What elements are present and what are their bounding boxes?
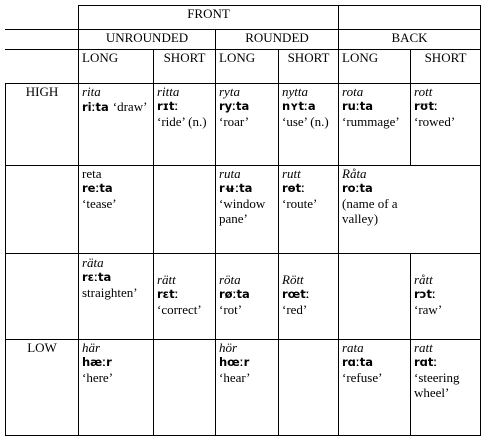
word-transcription: rɵtː bbox=[282, 181, 305, 195]
word-gloss: ‘steering wheel’ bbox=[414, 370, 460, 400]
long-header: LONG bbox=[79, 50, 154, 84]
vowel-cell bbox=[79, 84, 154, 166]
word-orthography: rutt bbox=[282, 166, 301, 181]
vowel-cell bbox=[279, 84, 339, 166]
corner-cell bbox=[6, 6, 79, 30]
vowel-cell bbox=[339, 84, 411, 166]
vowel-cell bbox=[216, 254, 279, 340]
word-gloss: ‘rowed’ bbox=[414, 114, 456, 129]
word-gloss: ‘hear’ bbox=[219, 370, 251, 385]
corner-cell bbox=[6, 30, 79, 50]
word-transcription: rɔtː bbox=[414, 287, 436, 301]
word-transcription: røːta bbox=[219, 287, 250, 301]
word-orthography: ruta bbox=[219, 166, 241, 181]
word-gloss: (name of a valley) bbox=[342, 196, 398, 226]
swedish-vowel-table bbox=[5, 5, 481, 436]
corner-cell bbox=[6, 50, 79, 84]
word-gloss: ‘roar’ bbox=[219, 114, 250, 129]
word-orthography: här bbox=[82, 340, 101, 355]
word-orthography: röta bbox=[219, 272, 241, 287]
row-label-low: LOW bbox=[6, 340, 79, 436]
back-header: BACK bbox=[339, 30, 481, 50]
short-header: SHORT bbox=[279, 50, 339, 84]
word-orthography: rita bbox=[82, 84, 101, 99]
word-orthography: hör bbox=[219, 340, 238, 355]
rounded-header: ROUNDED bbox=[216, 30, 339, 50]
vowel-cell bbox=[216, 166, 279, 254]
row-label-mid-high bbox=[6, 166, 79, 254]
word-orthography: rått bbox=[414, 272, 433, 287]
empty-cell bbox=[279, 340, 339, 436]
word-gloss: ‘refuse’ bbox=[342, 370, 383, 385]
blank-header bbox=[339, 6, 481, 30]
word-orthography: rott bbox=[414, 84, 433, 99]
word-orthography: rätt bbox=[157, 272, 176, 287]
unrounded-header: UNROUNDED bbox=[79, 30, 216, 50]
word-gloss: ‘rummage’ bbox=[342, 114, 400, 129]
word-transcription: roːta bbox=[342, 181, 373, 195]
word-transcription: rœtː bbox=[282, 287, 310, 301]
word-orthography: nytta bbox=[282, 84, 308, 99]
word-transcription: hæːr bbox=[82, 355, 112, 369]
vowel-cell bbox=[216, 340, 279, 436]
word-transcription: rʊtː bbox=[414, 99, 438, 113]
word-transcription: rɛːta bbox=[82, 270, 112, 284]
word-orthography: ritta bbox=[157, 84, 180, 99]
vowel-cell bbox=[411, 340, 481, 436]
empty-cell bbox=[339, 254, 411, 340]
word-orthography: räta bbox=[82, 255, 104, 270]
word-transcription: nʏtːa bbox=[282, 99, 316, 113]
empty-cell bbox=[154, 340, 216, 436]
vowel-cell bbox=[216, 84, 279, 166]
word-gloss: ‘use’ (n.) bbox=[282, 114, 329, 129]
ipa-text: riːta bbox=[82, 100, 109, 114]
word-orthography: Rött bbox=[282, 272, 304, 287]
word-gloss: ‘tease’ bbox=[82, 196, 117, 211]
word-gloss: ‘red’ bbox=[282, 302, 308, 317]
word-transcription: rɑːta bbox=[342, 355, 374, 369]
word-transcription bbox=[82, 99, 150, 115]
word-transcription: ryːta bbox=[219, 99, 250, 113]
word-gloss: ‘route’ bbox=[282, 196, 318, 211]
word-transcription: rɑtː bbox=[414, 355, 438, 369]
word-gloss: ‘draw’ bbox=[112, 99, 148, 114]
empty-cell bbox=[154, 166, 216, 254]
word-transcription: rɛtː bbox=[157, 287, 179, 301]
word-transcription: rɪtː bbox=[157, 99, 179, 113]
word-orthography: reta bbox=[82, 166, 102, 181]
vowel-cell bbox=[339, 340, 411, 436]
word-gloss: ‘correct’ bbox=[157, 302, 202, 317]
word-orthography: ratt bbox=[414, 340, 433, 355]
word-gloss: ‘raw’ bbox=[414, 302, 443, 317]
word-transcription: reːta bbox=[82, 181, 113, 195]
short-header: SHORT bbox=[411, 50, 481, 84]
long-header: LONG bbox=[216, 50, 279, 84]
word-gloss: ‘rot’ bbox=[219, 302, 243, 317]
vowel-cell bbox=[154, 84, 216, 166]
vowel-cell bbox=[154, 254, 216, 340]
word-transcription: rʉːta bbox=[219, 181, 253, 195]
row-label-mid-low bbox=[6, 254, 79, 340]
vowel-cell bbox=[279, 254, 339, 340]
row-label-high: HIGH bbox=[6, 84, 79, 166]
vowel-cell bbox=[79, 254, 154, 340]
word-orthography: Råta bbox=[342, 166, 367, 181]
word-transcription: hœːr bbox=[219, 355, 250, 369]
word-gloss: ‘ride’ (n.) bbox=[157, 114, 207, 129]
word-transcription: ruːta bbox=[342, 99, 373, 113]
short-header: SHORT bbox=[154, 50, 216, 84]
word-orthography: ryta bbox=[219, 84, 240, 99]
word-orthography: rota bbox=[342, 84, 364, 99]
word-orthography: rata bbox=[342, 340, 364, 355]
vowel-cell bbox=[411, 254, 481, 340]
vowel-cell bbox=[79, 340, 154, 436]
vowel-cell bbox=[279, 166, 339, 254]
long-header: LONG bbox=[339, 50, 411, 84]
front-header: FRONT bbox=[79, 6, 339, 30]
word-gloss: ‘here’ bbox=[82, 370, 114, 385]
word-gloss: ‘window pane’ bbox=[219, 196, 266, 226]
vowel-cell bbox=[339, 166, 481, 254]
word-gloss: straighten’ bbox=[82, 285, 138, 300]
vowel-cell bbox=[411, 84, 481, 166]
vowel-cell bbox=[79, 166, 154, 254]
